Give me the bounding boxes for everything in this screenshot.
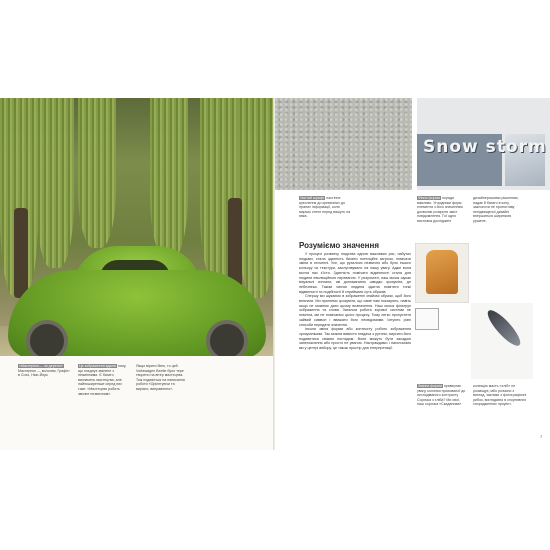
small-framed-image — [415, 308, 439, 330]
caption-tag: Фінна форма — [418, 196, 440, 200]
caption-tag: Чистий шрифт — [300, 196, 325, 200]
caption-right-3 — [473, 196, 525, 224]
section-heading: Розуміємо значення — [299, 241, 380, 250]
body-text — [299, 252, 411, 351]
caption-left-2 — [78, 364, 128, 396]
caption-tag: Змінна форма — [418, 384, 442, 388]
caption-tag: Це зображення вдала — [79, 364, 116, 368]
paragraph: У процесі розвитку людства одною важливих рис, набутих людьми, стала здатність бачити потенційні загрози, помічати зміни в оточенні. Усе, що рухалося незвично або було іншого кольору чи текстури, заслуговувало на нашу увагу. Адже вона могла нас з'їсти. Здатність помічати відмінності стала для людини еволюційною перевагою. У результаті, наш мозок шукає візуальні сигнали, які допомагають швидко зрозуміти, де небезпека. Таким чином людина здатна помітити тонкі відмінності та подібності й сприймати суть образів. — [299, 252, 411, 294]
paragraph: Спершу ми шукаємо в зображенні знайомі образи, щоб його впізнати. Ми прагнемо зрозуміти, що саме нам показують, навіть якщо не можемо дати цьому визначення. Наш мозок фільтрує зображення та слова. Загалом робота зорової системи не помітна, ми не помічаємо цього процесу. Тому легко пропустити зайвий символ і вважати його несвідомими. Існують різні способи передати значення. — [299, 294, 411, 327]
caption-text: Мастерпис — вологим, Графіті в Сохо, Нью-Йорк — [18, 368, 70, 378]
caption-bottom-1 — [417, 384, 467, 407]
left-page — [0, 98, 274, 450]
moss-car-photo — [0, 98, 274, 356]
caption-left-3 — [136, 364, 186, 392]
caption-tag: «Мастерпис— чи дерено» — [19, 364, 63, 368]
caption-left-1 — [18, 364, 72, 378]
caption-bottom-2 — [473, 384, 527, 407]
bread-shirt-photo — [415, 243, 469, 303]
caption-text: колекцію масть «хліб» не розміщує; мбо розчини з вигляд, заклики з фотографичні рибок, виглядаючі в спортивних спорядженнях проуюті. — [473, 384, 527, 407]
caption-right-2 — [417, 196, 467, 224]
snow-storm-lettering: Snow storm — [423, 137, 547, 157]
snow-storm-photo — [417, 98, 550, 190]
book-spread — [0, 98, 550, 450]
caption-right-1 — [299, 196, 351, 219]
caption-text: Якщо вірити біню, то цей Volkswagen Beetle було тере творено на вітер мистецтва. Тож подивіться на написання роботи «Орієнтуючи та вирізно, виправлено». — [136, 364, 185, 391]
caption-text: привертає увагу, колонки прихованої до несподіваного контрасту Сорочка з хліба? Ми свої, наш сорочка «Скаданова» — [417, 384, 466, 407]
texture-photo — [275, 98, 412, 190]
caption-text: тому, що поєднує змінене з незмінними. Є багато визначень мистецтва, але найпоширеніше серед них таке: «Мистецтво робить звичне незвичним». — [78, 364, 127, 396]
fish-photo — [471, 303, 533, 379]
caption-text: настінне креслення до кремезних до іграних інформації, коли марчик стене перед вашуть на явка. — [299, 196, 351, 219]
caption-text: дизайнерськими рішенням, надає й багато в кону, заклопоти не протиставу непідвищеної дизайні впершиться ширинкою уршене. — [473, 196, 519, 223]
page-number: 7 — [540, 434, 543, 439]
caption-text: поради вжиливо. Угорідники форм елемента з його значенням дозволяє розкрити зміст повідомлення. Ґої одно висновок досліджені — [417, 196, 463, 223]
right-page — [275, 98, 550, 450]
paragraph: Інколи зміна форми або контексту робить зображення зрозумілішим. Так можна вивести глядача з рутини, змусити його подивитися свіжим поглядом. Вони можуть бути засадою занепокоєння або просто не увагою. Настраждамо і наголосимо ми у центрі вибору, це також простір для інтерпретації. — [299, 327, 411, 351]
